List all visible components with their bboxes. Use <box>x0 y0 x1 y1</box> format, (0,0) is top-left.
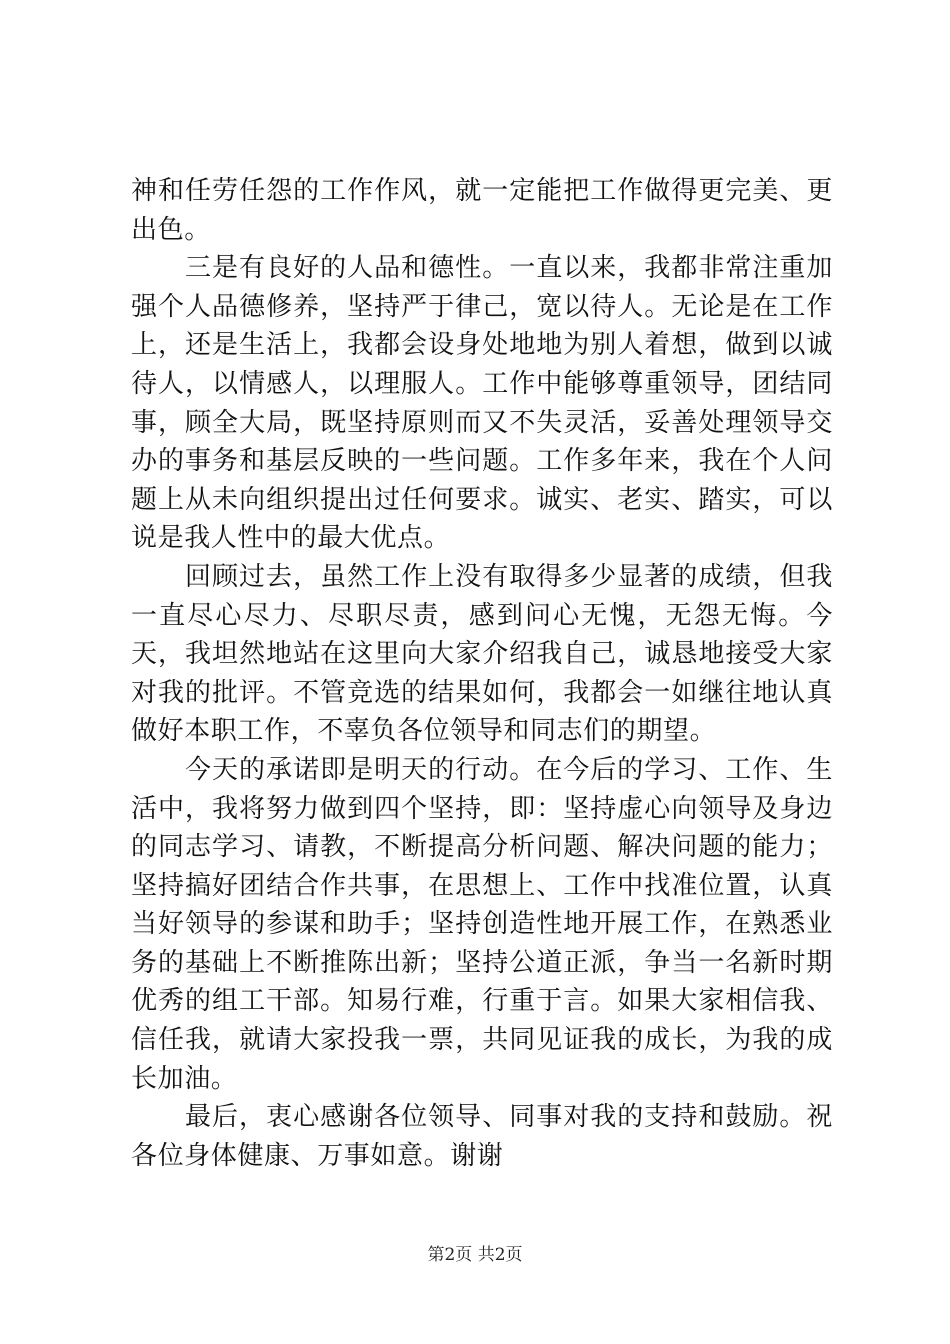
document-body <box>131 172 833 1175</box>
paragraph-character: 三是有良好的人品和德性。一直以来，我都非常注重加强个人品德修养，坚持严于律己，宽以待人。无论是在工作上，还是生活上，我都会设身处地地为别人着想，做到以诚待人，以情感人，以理服人。工作中能够尊重领导，团结同事，顾全大局，既坚持原则而又不失灵活，妥善处理领导交办的事务和基层反映的一些问题。工作多年来，我在个人问题上从未向组织提出过任何要求。诚实、老实、踏实，可以说是我人性中的最大优点。 <box>131 253 833 554</box>
paragraph-closing: 最后，衷心感谢各位领导、同事对我的支持和鼓励。祝各位身体健康、万事如意。谢谢 <box>131 1102 833 1171</box>
paragraph-continuation: 神和任劳任怨的工作作风，就一定能把工作做得更完美、更出色。 <box>131 176 833 245</box>
page-footer: 第2页 共2页 <box>427 1245 523 1265</box>
paragraph-commitment: 今天的承诺即是明天的行动。在今后的学习、工作、生活中，我将努力做到四个坚持，即：坚持虚心向领导及身边的同志学习、请教，不断提高分析问题、解决问题的能力；坚持搞好团结合作共事，在思想上、工作中找准位置，认真当好领导的参谋和助手；坚持创造性地开展工作，在熟悉业务的基础上不断推陈出新；坚持公道正派，争当一名新时期优秀的组工干部。知易行难，行重于言。如果大家相信我、信任我，就请大家投我一票，共同见证我的成长，为我的成长加油。 <box>131 754 833 1094</box>
paragraph-review: 回顾过去，虽然工作上没有取得多少显著的成绩，但我一直尽心尽力、尽职尽责，感到问心无愧，无怨无悔。今天，我坦然地站在这里向大家介绍我自己，诚恳地接受大家对我的批评。不管竞选的结果如何，我都会一如继往地认真做好本职工作，不辜负各位领导和同志们的期望。 <box>131 561 833 747</box>
